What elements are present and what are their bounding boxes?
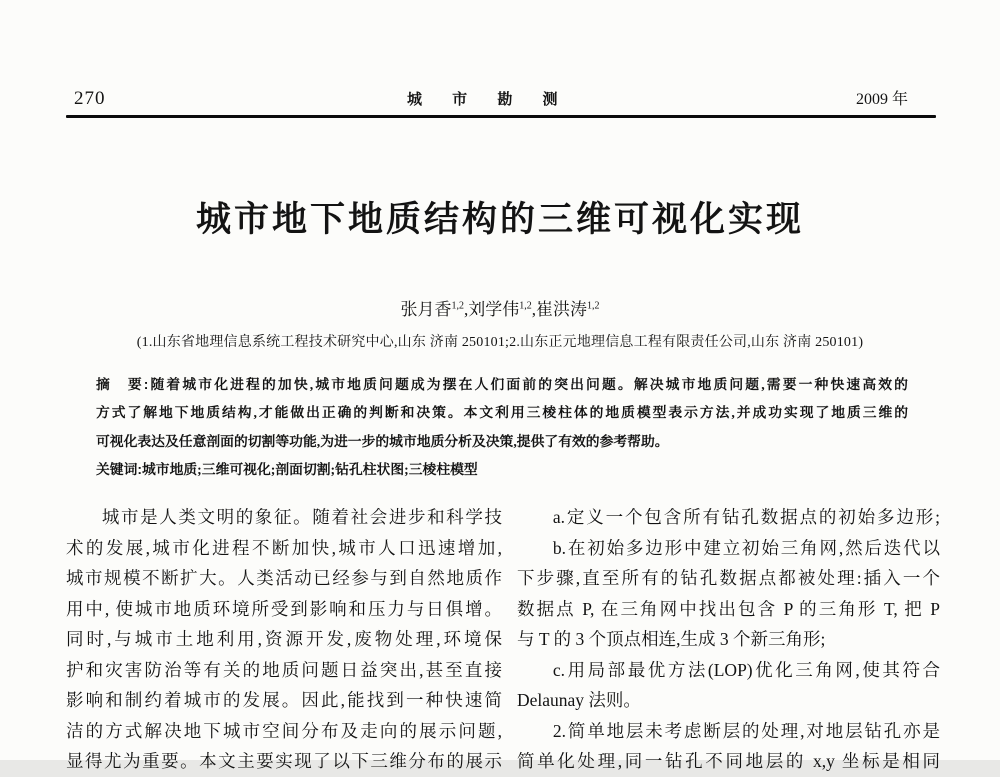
- text-line: 护和灾害防治等有关的地质问题日益突出,甚至直接: [66, 659, 502, 680]
- author-name: 刘学伟: [468, 300, 520, 319]
- header-rule: [66, 115, 936, 118]
- abstract-text: 随着城市化进程的加快,城市地质问题成为摆在人们面前的突出问题。解决城市地质问题,需要一种快速高效的: [148, 377, 908, 392]
- abstract-block: [96, 371, 908, 485]
- author-name: 张月香: [400, 300, 452, 319]
- text-line: 同时,与城市土地利用,资源开发,废物处理,环境保: [66, 629, 502, 649]
- author-affiliation-sup: 1,2: [451, 300, 464, 312]
- text-line: 2.简单地层未考虑断层的处理,对地层钻孔亦是: [552, 720, 940, 741]
- text-line: 城市规模不断扩大。人类活动已经参与到自然地质作: [66, 568, 502, 588]
- author-separator: ,: [464, 300, 469, 319]
- text-line: 洁的方式解决地下城市空间分布及走向的展示问题,: [66, 720, 502, 741]
- affiliation-line: (1.山东省地理信息系统工程技术研究中心,山东 济南 250101;2.山东正元地理信息工程有限责任公司,山东 济南 250101): [136, 335, 864, 350]
- text-line: b.在初始多边形中建立初始三角网,然后迭代以: [552, 537, 940, 558]
- author-name: 崔洪涛: [536, 300, 587, 319]
- journal-name: 城 市 勘 测: [406, 91, 571, 108]
- left-column: [66, 502, 502, 777]
- author-separator: ,: [531, 300, 536, 319]
- authors-line: [0, 295, 1000, 320]
- page-number: 270: [74, 88, 106, 109]
- abstract-label: 摘 要:: [96, 377, 149, 392]
- text-line: c.用局部最优方法(LOP)优化三角网,使其符合: [552, 659, 940, 680]
- text-line: 用中, 使城市地质环境所受到影响和压力与日俱增。: [66, 598, 502, 619]
- keywords-text: 城市地质;三维可视化;剖面切割;钻孔柱状图;三棱柱模型: [142, 462, 478, 478]
- abstract-line: 方式了解地下地质结构,才能做出正确的判断和决策。本文利用三棱柱体的地质模型表示方法,并成功实现了地质三维的: [96, 405, 908, 421]
- right-column: [517, 502, 940, 777]
- abstract-line: [96, 371, 908, 399]
- text-line: 与 T 的 3 个顶点相连,生成 3 个新三角形;: [517, 629, 826, 649]
- author-affiliation-sup: 1,2: [587, 300, 600, 312]
- abstract-line: 可视化表达及任意剖面的切割等功能,为进一步的城市地质分析及决策,提供了有效的参考帮助。: [96, 433, 669, 449]
- text-line: 显得尤为重要。本文主要实现了以下三维分布的展示: [66, 751, 502, 771]
- text-line: 数据点 P, 在三角网中找出包含 P 的三角形 T, 把 P: [517, 598, 940, 619]
- text-line: 下步骤,直至所有的钻孔数据点都被处理:插入一个: [517, 568, 940, 588]
- keywords-label: 关键词:: [96, 462, 142, 478]
- keywords-line: [96, 456, 908, 484]
- text-line: 术的发展,城市化进程不断加快,城市人口迅速增加,: [66, 537, 502, 558]
- paper-title: 城市地下地质结构的三维可视化实现: [195, 200, 804, 239]
- text-line: 简单化处理,同一钻孔不同地层的 x,y 坐标是相同: [517, 751, 940, 771]
- text-line: 影响和制约着城市的发展。因此,能找到一种快速简: [66, 690, 502, 710]
- text-line: Delaunay 法则。: [517, 690, 641, 710]
- text-line: 城市是人类文明的象征。随着社会进步和科学技: [101, 507, 502, 527]
- text-line: a.定义一个包含所有钻孔数据点的初始多边形;: [552, 507, 940, 527]
- author-affiliation-sup: 1,2: [519, 300, 532, 312]
- journal-header: [74, 86, 908, 110]
- issue-year: 2009 年: [855, 91, 908, 108]
